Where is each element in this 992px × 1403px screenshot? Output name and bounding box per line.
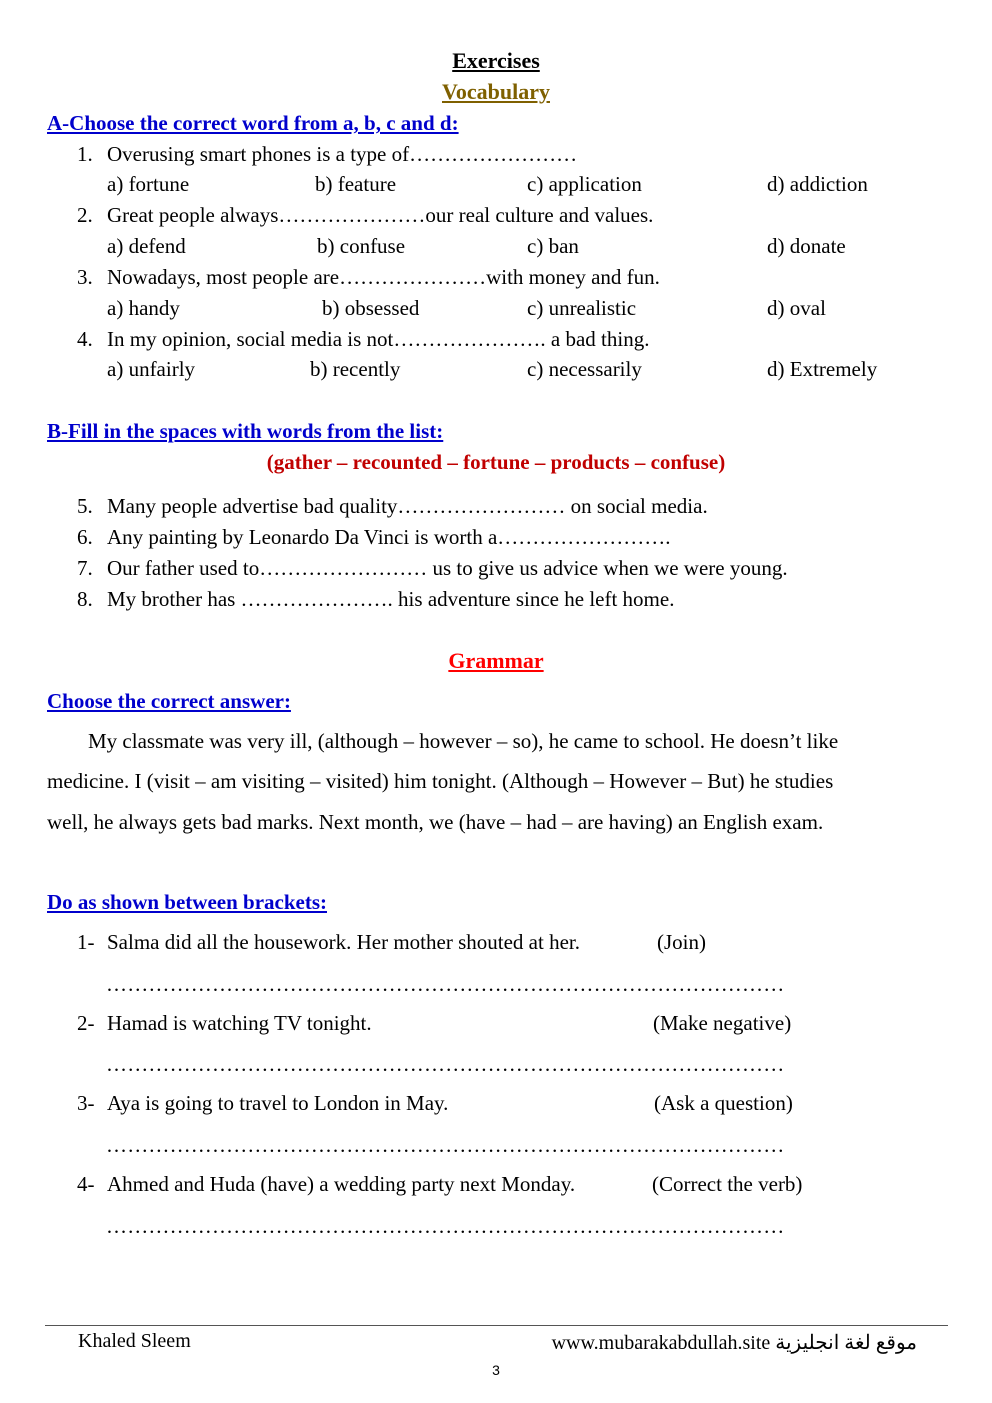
bracket-item-2: 2- Hamad is watching TV tonight.: [77, 1011, 372, 1035]
option-a: a) fortune: [107, 172, 190, 196]
answer-line-1[interactable]: ……………………………………………………………………………………: [106, 972, 785, 996]
option-d: d) Extremely: [767, 357, 878, 381]
option-c: c) unrealistic: [527, 296, 637, 320]
question-6: 6. Any painting by Leonardo Da Vinci is worth a…………………….: [77, 525, 671, 549]
bracket-item-4: 4- Ahmed and Huda (have) a wedding party next Monday.: [77, 1172, 576, 1196]
option-a: a) defend: [107, 234, 186, 258]
option-d: d) donate: [767, 234, 846, 258]
option-b: b) recently: [310, 357, 401, 381]
instruction-join: (Join): [657, 930, 706, 954]
paragraph-line-3: well, he always gets bad marks. Next month, we (have – had – are having) an English exam.: [47, 810, 824, 834]
question-2: 2. Great people always…………………our real culture and values.: [77, 203, 654, 227]
option-a: a) handy: [107, 296, 180, 320]
bracket-item-3: 3- Aya is going to travel to London in May.: [77, 1091, 449, 1115]
section-b-heading: B-Fill in the spaces with words from the list:: [47, 419, 444, 443]
option-d: d) oval: [767, 296, 826, 320]
paragraph-line-1: My classmate was very ill, (although – however – so), he came to school. He doesn’t like: [88, 729, 839, 753]
option-c: c) application: [527, 172, 642, 196]
word-list: (gather – recounted – fortune – products – confuse): [266, 450, 726, 474]
instruction-ask-question: (Ask a question): [654, 1091, 793, 1115]
footer-author: Khaled Sleem: [78, 1330, 191, 1352]
choose-answer-heading: Choose the correct answer:: [47, 689, 291, 713]
footer-website[interactable]: www.mubarakabdullah.site موقع لغة انجليزية: [551, 1332, 917, 1354]
vocabulary-heading: Vocabulary: [442, 79, 550, 104]
question-1: 1. Overusing smart phones is a type of……………………: [77, 142, 578, 166]
question-4: 4. In my opinion, social media is not…………………. a bad thing.: [77, 327, 650, 351]
answer-line-2[interactable]: ……………………………………………………………………………………: [106, 1052, 785, 1076]
question-3: 3. Nowadays, most people are…………………with money and fun.: [77, 265, 660, 289]
footer-divider: [45, 1325, 948, 1326]
instruction-correct-verb: (Correct the verb): [652, 1172, 803, 1196]
answer-line-3[interactable]: ……………………………………………………………………………………: [106, 1133, 785, 1157]
instruction-make-negative: (Make negative): [653, 1011, 792, 1035]
option-c: c) necessarily: [527, 357, 642, 381]
brackets-heading: Do as shown between brackets:: [47, 890, 327, 914]
page-title: Exercises: [452, 48, 540, 73]
page-number: 3: [492, 1362, 500, 1378]
option-b: b) confuse: [317, 234, 406, 258]
grammar-heading: Grammar: [448, 648, 544, 673]
option-c: c) ban: [527, 234, 579, 258]
question-7: 7. Our father used to…………………… us to give us advice when we were young.: [77, 556, 788, 580]
answer-line-4[interactable]: ……………………………………………………………………………………: [106, 1214, 785, 1238]
option-d: d) addiction: [767, 172, 868, 196]
section-a-heading: A-Choose the correct word from a, b, c and d:: [47, 111, 459, 135]
question-5: 5. Many people advertise bad quality…………………… on social media.: [77, 494, 708, 518]
option-a: a) unfairly: [107, 357, 196, 381]
paragraph-line-2: medicine. I (visit – am visiting – visited) him tonight. (Although – However – But) he studies: [47, 769, 834, 793]
option-b: b) obsessed: [322, 296, 420, 320]
question-8: 8. My brother has …………………. his adventure since he left home.: [77, 587, 675, 611]
bracket-item-1: 1- Salma did all the housework. Her mother shouted at her.: [77, 930, 580, 954]
option-b: b) feature: [315, 172, 397, 196]
